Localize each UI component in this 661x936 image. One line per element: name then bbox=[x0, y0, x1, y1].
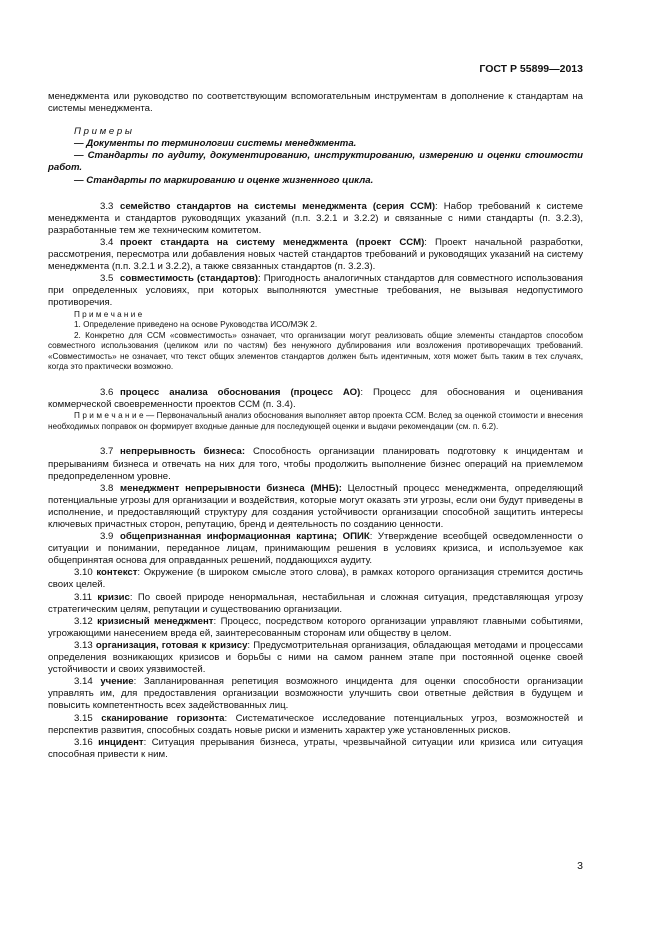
term-definition: : Запланированная репетиция возможного инцидента для оценки способности организации управлять им, для предоставления организации возможности улучшить свои ответные действия в будущем и повысить компетентность всех задействованных лиц. bbox=[48, 676, 583, 712]
term-title: проект стандарта на систему менеджмента (проект ССМ) bbox=[120, 236, 425, 248]
term-3-12: 3.12 кризисный менеджмент: Процесс, посредством которого организации управляют главными событиями, угрожающими нанесением вреда ей, заинтересованным сторонам или обществу в целом. bbox=[48, 615, 583, 639]
term-title: непрерывность бизнеса: bbox=[120, 446, 246, 458]
term-title: кризисный менеджмент bbox=[97, 615, 214, 627]
term-3-14: 3.14 учение: Запланированная репетиция возможного инцидента для оценки способности организации управлять им, для предоставления организации возможности улучшить свои ответные действия в будущем и повысить компетентность всех задействованных лиц. bbox=[48, 676, 583, 712]
term-definition: : Пригодность аналогичных стандартов для совместного использования при определенных условиях, при которых выполняются уместные требования, не вызывая недопустимого противоречия. bbox=[48, 273, 583, 309]
term-definition: : Набор требований к системе менеджмента и стандартов руководящих указаний (п.п. 3.2.1 и 3.2.2) и связанные с ними стандарты (п. 3.2.3), разработанные тем же техническим комитетом. bbox=[48, 200, 584, 236]
term-title: учение bbox=[100, 676, 134, 688]
note-heading: П р и м е ч а н и е bbox=[74, 411, 144, 421]
term-definition: Целостный процесс менеджмента, определяющий потенциальные угрозы для организации и воздействия, которые могут оказать эти угрозы, если они будут приведены в исполнение, и предоставляющий структуру для создания устойчивости организации способной защитить интересы ключевых причастных сторон, репутацию, бренд и деятельность по созданию ценности. bbox=[48, 482, 583, 530]
example-item: — Стандарты по аудиту, документированию, инструктированию, измерению и оценки стоимости работ. bbox=[48, 150, 583, 174]
term-3-6: 3.6 процесс анализа обоснования (процесс АО): Процесс для обоснования и оценивания коммерческой своевременности проектов ССМ (п. 3.4). bbox=[48, 387, 583, 411]
term-3-9: 3.9 общепризнанная информационная картина; ОПИК: Утверждение всеобщей осведомленности о ситуации и понимании, переданное лицам, принимающим решения в условиях кризиса, и используемое как общепринятая основа для оправданных решений, поддающихся аудиту. bbox=[48, 531, 583, 567]
term-title: кризис bbox=[97, 591, 130, 603]
term-title: процесс анализа обоснования (процесс АО) bbox=[120, 387, 361, 399]
note-item: 2. Конкретно для ССМ «совместимость» означает, что организации могут реализовать общие элементы стандартов способом совместного использования (целиком или по частям) без ненужного дублирования или возложения противоречащих требований. «Совместимость» не означает, что текст общих элементов стандартов должен быть идентичным, хотя может быть таким в тех случаях, когда это практически возможно. bbox=[48, 330, 583, 372]
term-3-4: 3.4 проект стандарта на систему менеджмента (проект ССМ): Проект начальной разработки, рассмотрения, пересмотра или добавления новых частей стандартов требований и руководящих указаний на систему менеджмента (п.п. 3.2.1 и 3.2.2), а также связанных стандартов (п. 3.2.3). bbox=[48, 236, 583, 273]
term-3-7: 3.7 непрерывность бизнеса: Способность организации планировать подготовку к инцидентам и прерываниям бизнеса и отвечать на них для того, чтобы продолжить выполнение бизнес операций на приемлемом предопределенном уровне. bbox=[48, 446, 583, 482]
examples-block bbox=[48, 126, 583, 138]
term-3-16: 3.16 инцидент: Ситуация прерывания бизнеса, утраты, чрезвычайной ситуации или кризиса или ситуация способная привести к ним. bbox=[48, 736, 583, 760]
term-3-15: 3.15 сканирование горизонта: Систематическое исследование потенциальных угроз, возможностей и перспектив развития, способных создать новые риски и изменить характер уже установленных рисков. bbox=[48, 712, 583, 736]
term-definition: : Ситуация прерывания бизнеса, утраты, чрезвычайной ситуации или кризиса или ситуация способная привести к ним. bbox=[48, 736, 583, 760]
term-title: общепризнанная информационная картина; ОПИК bbox=[120, 531, 370, 543]
document-page bbox=[48, 0, 583, 936]
term-title: семейство стандартов на системы менеджмента (серия ССМ) bbox=[120, 200, 436, 212]
term-title: сканирование горизонта bbox=[101, 712, 225, 724]
examples-heading: П р и м е р ы bbox=[74, 126, 132, 138]
term-definition: : Проект начальной разработки, рассмотрения, пересмотра или добавления новых частей стандартов требований и руководящих указаний на систему менеджмента (п.п. 3.2.1 и 3.2.2), а также связанных стандартов (п. 3.2.3). bbox=[48, 236, 583, 273]
note-text: — Первоначальный анализ обоснования выполняет автор проекта ССМ. Вслед за оценкой стоимости и внесения необходимых поправок он формирует входные данные для последующей оценки и выдачи рекомендации (см. п. 6.2). bbox=[48, 411, 583, 431]
term-title: менеджмент непрерывности бизнеса (МНБ): bbox=[120, 482, 342, 494]
term-3-5: 3.5 совместимость (стандартов): Пригодность аналогичных стандартов для совместного использования при определенных условиях, при которых выполняются уместные требования, не вызывая недопустимого противоречия. bbox=[48, 273, 583, 309]
term-definition: : Окружение (в широком смысле этого слова), в рамках которого организация стремится достичь своих целей. bbox=[48, 567, 583, 591]
term-definition: : По своей природе ненормальная, нестабильная и сложная ситуация, представляющая угрозу стратегическим целям, репутации и существованию организации. bbox=[48, 591, 583, 615]
term-definition: : Предусмотрительная организация, обладающая методами и процессами определения возникающих кризисов и борьбы с ними на самом раннем этапе при постоянной оценке своей устойчивости и своих уязвимостей. bbox=[48, 639, 583, 676]
term-definition: : Процесс, посредством которого организации управляют главными событиями, угрожающими нанесением вреда ей, заинтересованным сторонам или обществу в целом. bbox=[48, 615, 583, 639]
term-definition: : Процесс для обоснования и оценивания коммерческой своевременности проектов ССМ (п. 3.4). bbox=[48, 387, 583, 411]
term-3-8: 3.8 менеджмент непрерывности бизнеса (МНБ): Целостный процесс менеджмента, определяющий потенциальные угрозы для организации и воздействия, которые могут оказать эти угрозы, если они будут приведены в исполнение, и предоставляющий структуру для создания устойчивости организации способной защитить интересы ключевых причастных сторон, репутацию, бренд и деятельность по созданию ценности. bbox=[48, 482, 583, 530]
term-3-13: 3.13 организация, готовая к кризису: Предусмотрительная организация, обладающая методами и процессами определения возникающих кризисов и борьбы с ними на самом раннем этапе при постоянной оценке своей устойчивости и своих уязвимостей. bbox=[48, 639, 583, 676]
term-title: совместимость (стандартов) bbox=[120, 273, 258, 285]
term-definition: : Утверждение всеобщей осведомленности о ситуации и понимании, переданное лицам, принимающим решения в условиях кризиса, и используемое как общепринятая основа для оправданных решений, поддающихся аудиту. bbox=[48, 531, 583, 567]
page-number: 3 bbox=[577, 860, 583, 872]
note-heading: П р и м е ч а н и е bbox=[74, 309, 143, 319]
standard-header: ГОСТ Р 55899—2013 bbox=[479, 63, 583, 75]
note-3-6 bbox=[48, 411, 583, 432]
term-title: организация, готовая к кризису bbox=[95, 639, 248, 651]
term-3-3: 3.3 семейство стандартов на системы менеджмента (серия ССМ): Набор требований к системе менеджмента и стандартов руководящих указаний (п.п. 3.2.1 и 3.2.2) и связанные с ними стандарты (п. 3.2.3), разработанные тем же техническим комитетом. bbox=[48, 200, 584, 236]
term-definition: Способность организации планировать подготовку к инцидентам и прерываниям бизнеса и отвечать на них для того, чтобы продолжить выполнение бизнес операций на приемлемом предопределенном уровне. bbox=[48, 446, 583, 482]
example-item: — Стандарты по маркированию и оценке жизненного цикла. bbox=[74, 174, 374, 186]
term-3-10: 3.10 контекст: Окружение (в широком смысле этого слова), в рамках которого организация стремится достичь своих целей. bbox=[48, 567, 583, 591]
term-definition: : Систематическое исследование потенциальных угроз, возможностей и перспектив развития, способных создать новые риски и изменить характер уже установленных рисков. bbox=[48, 712, 583, 736]
term-title: контекст bbox=[96, 567, 138, 579]
intro-paragraph: менеджмента или руководство по соответствующим вспомогательным инструментам в дополнение к стандартам на системы менеджмента. bbox=[48, 91, 583, 115]
note-item: 1. Определение приведено на основе Руководства ИСО/МЭК 2. bbox=[74, 320, 318, 330]
example-item: — Документы по терминологии системы менеджмента. bbox=[74, 138, 357, 150]
term-title: инцидент bbox=[98, 736, 144, 748]
term-3-11: 3.11 кризис: По своей природе ненормальная, нестабильная и сложная ситуация, представляющая угрозу стратегическим целям, репутации и существованию организации. bbox=[48, 591, 583, 615]
document-body bbox=[48, 91, 583, 761]
